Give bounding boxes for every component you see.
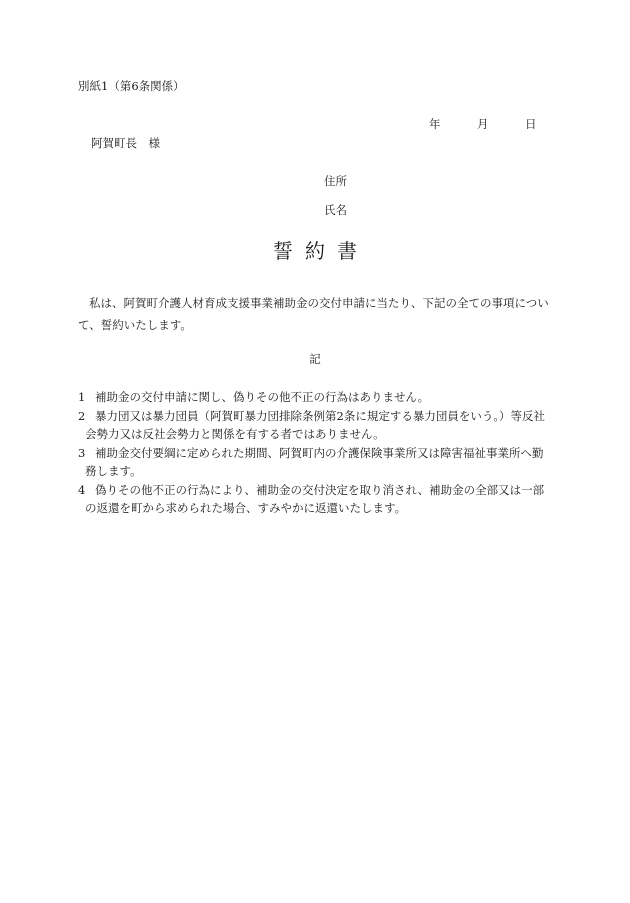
name-label: 氏名 bbox=[324, 203, 347, 217]
date-year-label: 年 bbox=[429, 117, 441, 131]
pledge-item bbox=[78, 388, 553, 407]
pledge-item bbox=[78, 481, 553, 518]
ki-heading: 記 bbox=[309, 352, 321, 366]
pledge-item bbox=[78, 444, 553, 481]
pledge-number: 4 bbox=[78, 482, 86, 497]
appendix-reference: 別紙1（第6条関係） bbox=[78, 79, 185, 93]
document-title: 誓約書 bbox=[273, 239, 369, 263]
pledge-number: 3 bbox=[78, 445, 86, 460]
date-line bbox=[429, 119, 537, 131]
recipient: 阿賀町長 様 bbox=[91, 136, 160, 150]
pledge-number: 1 bbox=[78, 390, 86, 404]
pledge-text: 偽りその他不正の行為により、補助金の交付決定を取り消され、補助金の全部又は一部の返還を町から求められた場合、すみやかに返還いたします。 bbox=[85, 482, 545, 515]
intro-paragraph: 私は、阿賀町介護人材育成支援事業補助金の交付申請に当たり、下記の全ての事項について、誓約いたします。 bbox=[78, 296, 549, 332]
pledge-text: 暴力団又は暴力団員（阿賀町暴力団排除条例第2条に規定する暴力団員をいう。）等反社会勢力又は反社会勢力と関係を有する者ではありません。 bbox=[85, 408, 546, 441]
address-label: 住所 bbox=[324, 174, 347, 188]
pledge-item bbox=[78, 407, 553, 444]
pledge-text: 補助金の交付申請に関し、偽りその他不正の行為はありません。 bbox=[95, 390, 430, 404]
pledge-text: 補助金交付要綱に定められた期間、阿賀町内の介護保険事業所又は障害福祉事業所へ勤務します。 bbox=[85, 445, 544, 478]
pledge-number: 2 bbox=[78, 408, 86, 423]
pledge-list bbox=[78, 388, 553, 518]
date-day-label: 日 bbox=[525, 117, 537, 131]
date-month-label: 月 bbox=[477, 117, 489, 131]
